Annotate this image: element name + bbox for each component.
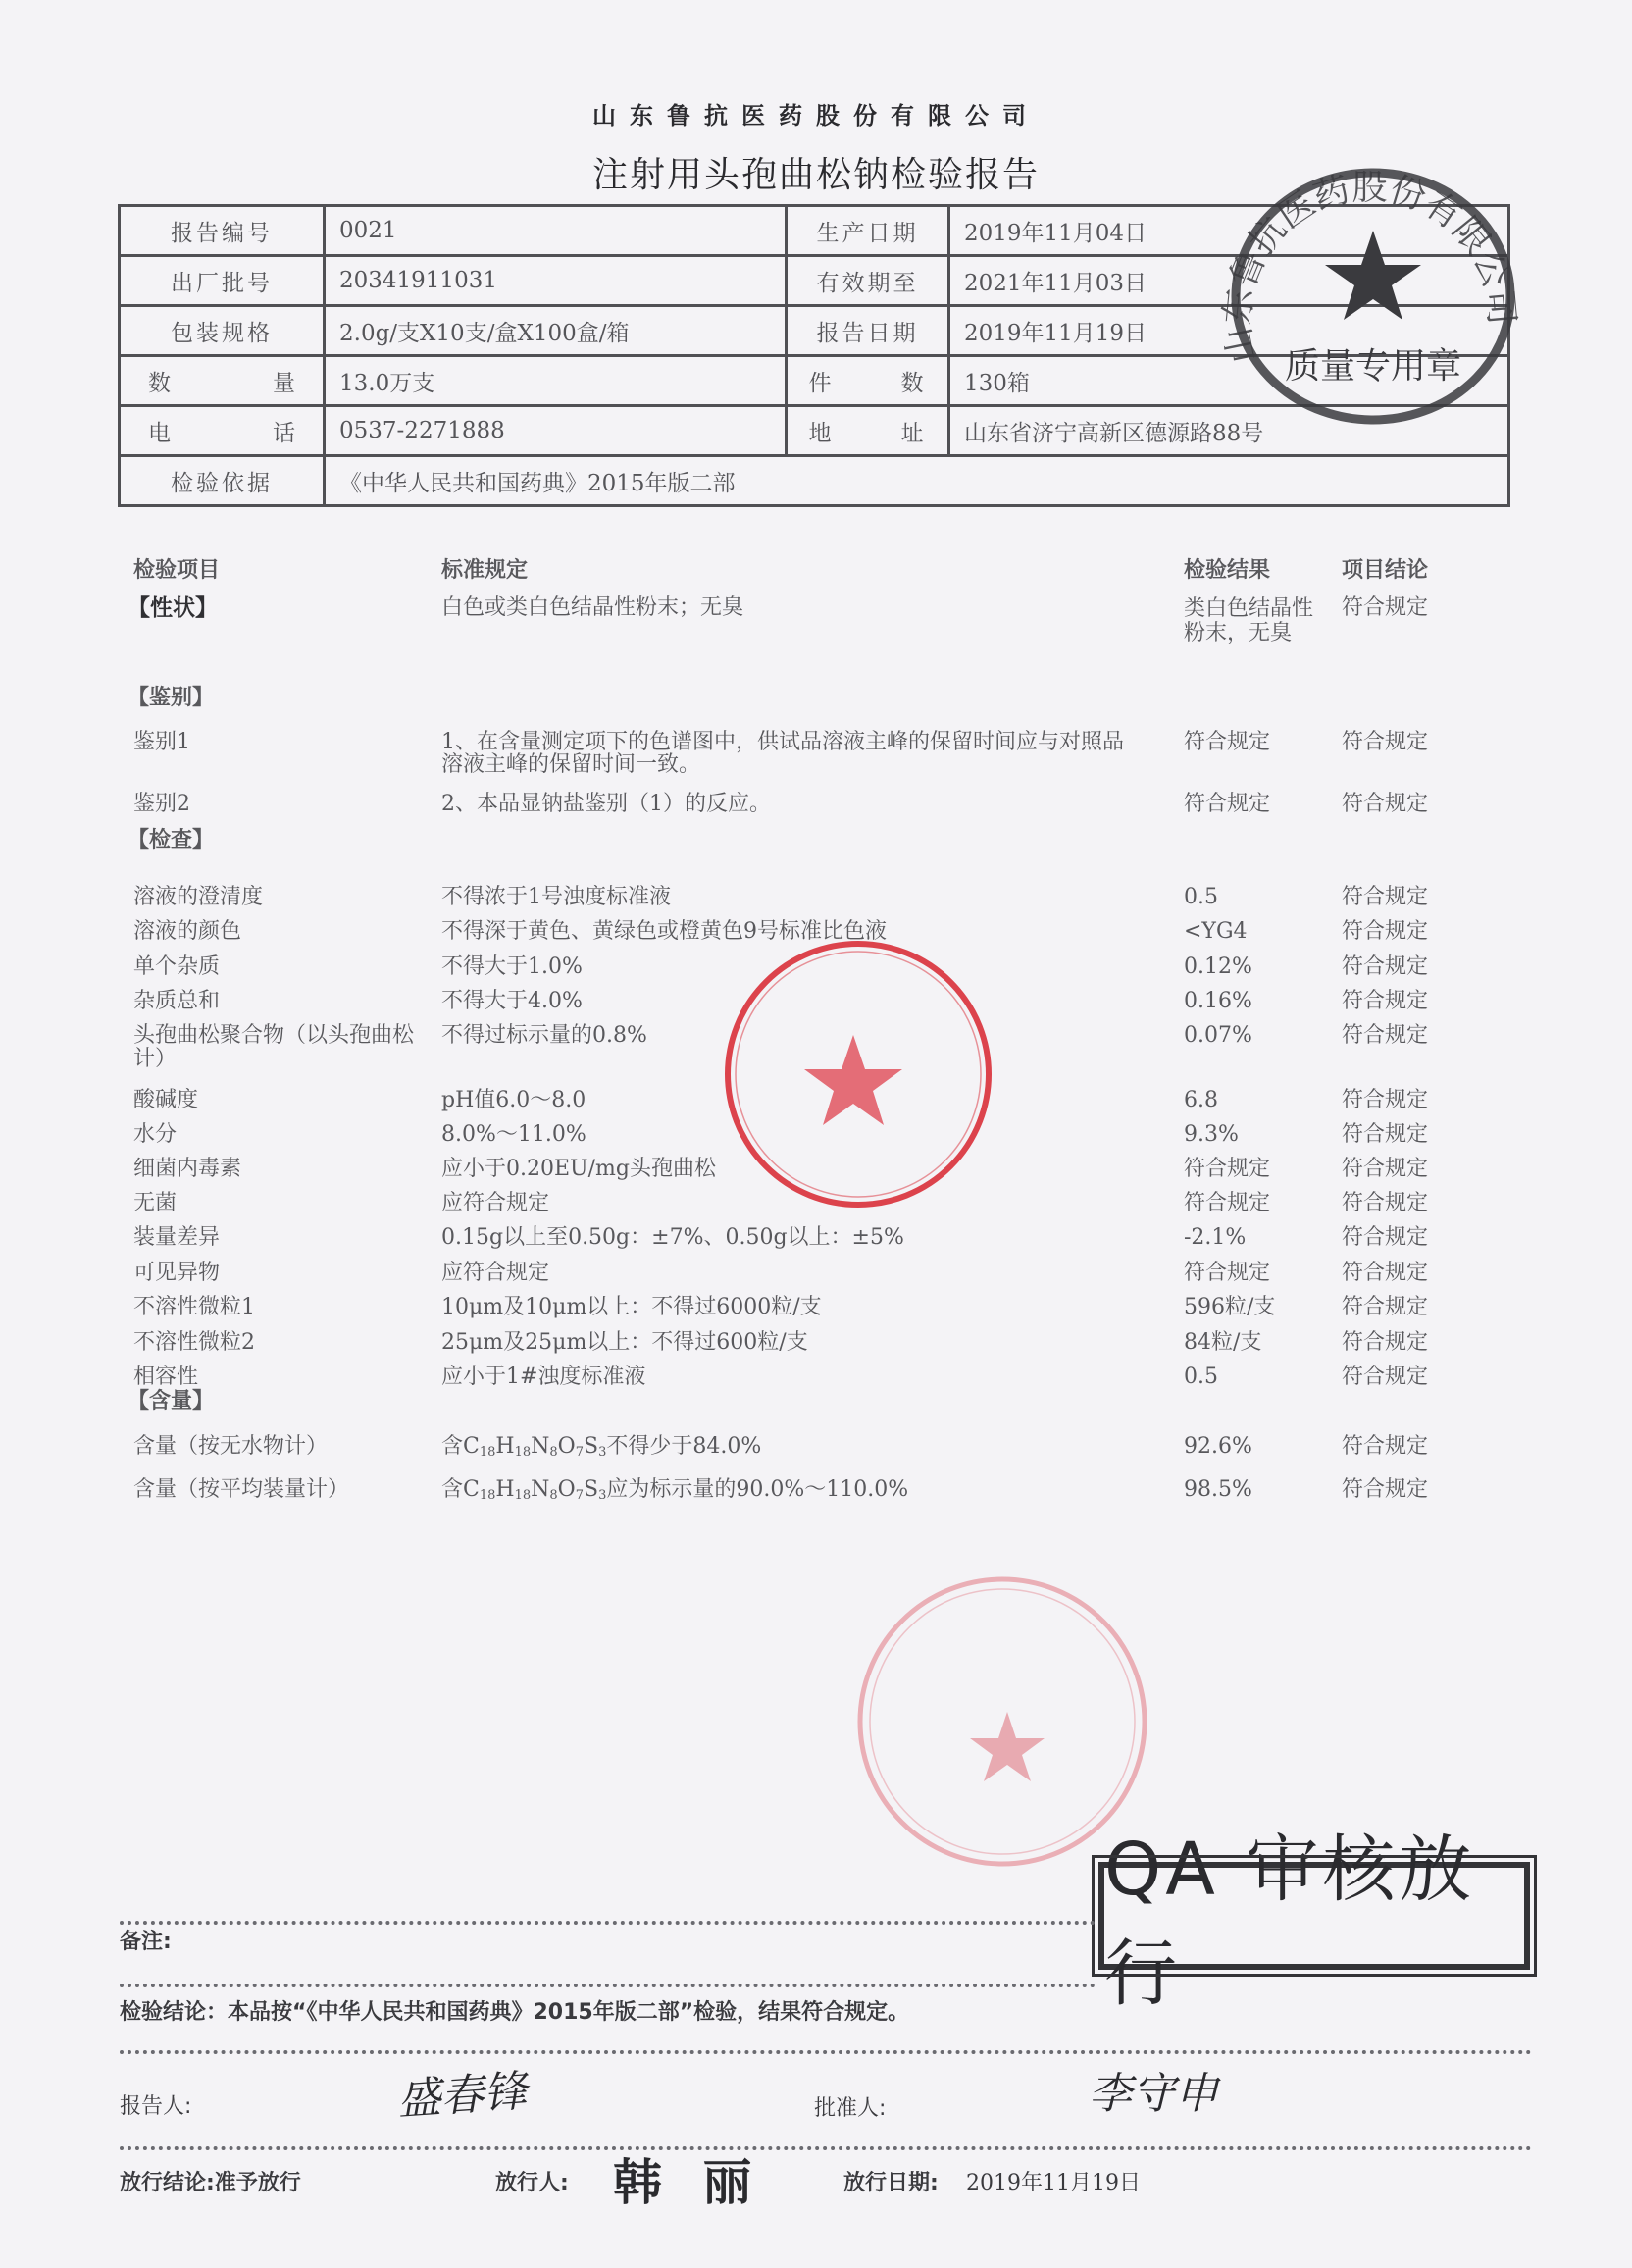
info-label (787, 356, 949, 406)
row-result: 596粒/支 (1184, 1295, 1276, 1319)
row-item: 细菌内毒素 (133, 1157, 242, 1181)
row-standard: 应符合规定 (441, 1191, 550, 1215)
formula-element: O (557, 1434, 576, 1459)
row-conclusion: 符合规定 (1342, 595, 1429, 620)
row-result: 符合规定 (1184, 1261, 1271, 1285)
row-standard (441, 1435, 1148, 1465)
star-icon (970, 1712, 1045, 1781)
row-item: 溶液的澄清度 (133, 885, 264, 909)
company-name: 山东鲁抗医药股份有限公司 (592, 102, 1040, 129)
row-result: 0.5 (1184, 885, 1218, 909)
approver-label: 批准人: (814, 2096, 887, 2121)
row-result: -2.1% (1184, 1225, 1247, 1250)
row-conclusion: 符合规定 (1342, 1295, 1429, 1319)
info-label: 检验依据 (120, 456, 325, 506)
row-standard: 不得大于1.0% (441, 954, 583, 979)
row-result: 0.07% (1184, 1023, 1252, 1048)
row-item: 水分 (133, 1122, 178, 1147)
star-icon (1325, 231, 1421, 320)
report-number: 0021 (325, 206, 787, 256)
row-result: 符合规定 (1184, 1157, 1271, 1181)
row-item: 鉴别1 (133, 730, 190, 754)
formula-element: C (463, 1434, 480, 1459)
formula-element: N (531, 1434, 550, 1459)
row-item: 头孢曲松聚合物（以头孢曲松计） (133, 1023, 415, 1071)
package-spec: 2.0g/支X10支/盒X100盒/箱 (325, 306, 787, 356)
row-conclusion: 符合规定 (1342, 1225, 1429, 1250)
address: 山东省济宁高新区德源路88号 (949, 406, 1509, 456)
section-tests: 【检查】 (128, 828, 215, 852)
row-item: 酸碱度 (133, 1088, 199, 1112)
section-identification: 【鉴别】 (128, 686, 215, 710)
row-result: 0.16% (1184, 989, 1252, 1013)
quantity: 13.0万支 (325, 356, 787, 406)
formula-subscript: 7 (575, 1488, 584, 1503)
row-result: <YG4 (1184, 919, 1248, 944)
info-label: 包装规格 (120, 306, 325, 356)
test-basis: 《中华人民共和国药典》2015年版二部 (325, 456, 1509, 506)
chemical-formula (463, 1434, 606, 1459)
row-conclusion: 符合规定 (1342, 919, 1429, 944)
releaser-signature: 韩 丽 (613, 2153, 764, 2211)
info-label: 报告编号 (120, 206, 325, 256)
row-conclusion: 符合规定 (1342, 792, 1429, 816)
pieces: 130箱 (949, 356, 1509, 406)
row-result: 6.8 (1184, 1088, 1218, 1112)
info-label: 生产日期 (787, 206, 949, 256)
formula-subscript: 8 (549, 1445, 558, 1460)
expiry-date: 2021年11月03日 (949, 256, 1509, 306)
row-item: 可见异物 (133, 1261, 221, 1285)
pieces-label: 件 数 (808, 370, 927, 396)
row-standard: 0.15g以上至0.50g：±7%、0.50g以上：±5% (441, 1225, 904, 1250)
row-conclusion: 符合规定 (1342, 1157, 1429, 1181)
chemical-formula (463, 1477, 606, 1502)
approver-signature: 李守申 (1089, 2069, 1218, 2119)
row-conclusion: 符合规定 (1342, 1330, 1429, 1355)
row-standard: 应小于1#浊度标准液 (441, 1365, 646, 1389)
row-result: 类白色结晶性粉末，无臭 (1184, 596, 1314, 645)
row-standard: 不得大于4.0% (441, 989, 583, 1013)
formula-element: O (557, 1477, 576, 1502)
row-standard: pH值6.0～8.0 (441, 1088, 586, 1112)
info-label: 有效期至 (787, 256, 949, 306)
production-date: 2019年11月04日 (949, 206, 1509, 256)
row-item: 单个杂质 (133, 954, 221, 979)
info-label (787, 406, 949, 456)
row-standard: 8.0%～11.0% (441, 1122, 586, 1147)
header-item: 检验项目 (133, 558, 221, 583)
standard-prefix: 含 (441, 1477, 464, 1502)
divider (120, 1984, 1096, 1987)
formula-subscript: 8 (549, 1488, 558, 1503)
row-item: 不溶性微粒2 (133, 1330, 255, 1355)
reporter-signature: 盛春锋 (395, 2066, 529, 2126)
formula-subscript: 18 (514, 1445, 532, 1460)
info-row (120, 456, 1509, 506)
row-item: 装量差异 (133, 1225, 221, 1250)
info-label: 出厂批号 (120, 256, 325, 306)
row-result: 符合规定 (1184, 792, 1271, 816)
quantity-label: 数 量 (148, 370, 295, 396)
red-seal (711, 927, 1005, 1221)
formula-element: H (495, 1434, 515, 1459)
releaser-label: 放行人: (495, 2171, 569, 2195)
row-item: 杂质总和 (133, 989, 221, 1013)
row-item: 无菌 (133, 1191, 178, 1215)
formula-element: S (584, 1434, 599, 1459)
row-standard: 应符合规定 (441, 1261, 550, 1285)
remarks-label: 备注: (120, 1930, 172, 1954)
row-result: 84粒/支 (1184, 1330, 1262, 1355)
row-item: 含量（按平均装量计） (133, 1477, 350, 1502)
row-conclusion: 符合规定 (1342, 1122, 1429, 1147)
report-title: 注射用头孢曲松钠检验报告 (591, 155, 1040, 195)
row-conclusion: 符合规定 (1342, 730, 1429, 754)
release-conclusion: 放行结论:准予放行 (120, 2171, 301, 2195)
info-label: 报告日期 (787, 306, 949, 356)
row-standard: 2、本品显钠盐鉴别（1）的反应。 (441, 792, 771, 816)
section-character: 【性状】 (128, 595, 218, 621)
standard-suffix: 应为标示量的90.0%～110.0% (606, 1477, 909, 1502)
row-result: 9.3% (1184, 1122, 1239, 1147)
standard-suffix: 不得少于84.0% (606, 1434, 762, 1459)
header-conclusion: 项目结论 (1342, 558, 1429, 583)
divider (120, 1921, 1096, 1925)
reporter-label: 报告人: (120, 2094, 192, 2119)
header-standard: 标准规定 (441, 558, 529, 583)
divider (120, 2146, 1532, 2150)
phone-label: 电 话 (148, 420, 295, 446)
row-conclusion: 符合规定 (1342, 1088, 1429, 1112)
row-standard: 10μm及10μm以上：不得过6000粒/支 (441, 1295, 822, 1319)
quality-seal (1216, 157, 1530, 441)
divider (120, 2050, 1532, 2054)
row-result: 98.5% (1184, 1477, 1252, 1502)
release-date-label: 放行日期: (843, 2171, 939, 2195)
formula-element: N (531, 1477, 550, 1502)
row-conclusion: 符合规定 (1342, 885, 1429, 909)
release-date: 2019年11月19日 (966, 2171, 1141, 2195)
formula-subscript: 18 (479, 1445, 496, 1460)
row-conclusion: 符合规定 (1342, 1477, 1429, 1502)
section-assay: 【含量】 (128, 1389, 215, 1414)
row-result: 0.12% (1184, 954, 1252, 979)
row-conclusion: 符合规定 (1342, 989, 1429, 1013)
batch-number: 20341911031 (325, 256, 787, 306)
row-standard: 白色或类白色结晶性粉末；无臭 (441, 595, 744, 620)
row-item: 含量（按无水物计） (133, 1434, 329, 1459)
row-conclusion: 符合规定 (1342, 1191, 1429, 1215)
row-conclusion: 符合规定 (1342, 1261, 1429, 1285)
formula-element: S (584, 1477, 599, 1502)
info-label (120, 406, 325, 456)
formula-subscript: 18 (479, 1488, 496, 1503)
row-standard: 25μm及25μm以上：不得过600粒/支 (441, 1330, 808, 1355)
qa-release-stamp: QA 审核放行 (1098, 1862, 1530, 1970)
seal-ring-text: 山东鲁抗医药股份有限公司 (1217, 168, 1522, 367)
phone: 0537-2271888 (325, 406, 787, 456)
row-result: 符合规定 (1184, 1191, 1271, 1215)
row-conclusion: 符合规定 (1342, 1434, 1429, 1459)
info-label (120, 356, 325, 406)
row-standard (441, 1478, 1148, 1508)
row-standard: 不得深于黄色、黄绿色或橙黄色9号标准比色液 (441, 919, 887, 944)
row-result: 0.5 (1184, 1365, 1218, 1389)
row-item: 溶液的颜色 (133, 919, 242, 944)
row-item: 相容性 (133, 1365, 199, 1389)
row-item: 不溶性微粒1 (133, 1295, 255, 1319)
row-standard: 1、在含量测定项下的色谱图中，供试品溶液主峰的保留时间应与对照品溶液主峰的保留时间一致。 (441, 730, 1124, 777)
report-date: 2019年11月19日 (949, 306, 1509, 356)
address-label: 地 址 (808, 420, 927, 446)
row-standard: 不得浓于1号浊度标准液 (441, 885, 671, 909)
formula-subscript: 3 (598, 1488, 607, 1503)
row-conclusion: 符合规定 (1342, 1365, 1429, 1389)
seal-center-text: 质量专用章 (1284, 346, 1462, 387)
row-item: 鉴别2 (133, 792, 190, 816)
formula-subscript: 18 (514, 1488, 532, 1503)
test-conclusion: 检验结论：本品按“《中华人民共和国药典》2015年版二部”检验，结果符合规定。 (120, 2000, 910, 2025)
standard-prefix: 含 (441, 1434, 464, 1459)
formula-subscript: 7 (575, 1445, 584, 1460)
formula-subscript: 3 (598, 1445, 607, 1460)
row-result: 符合规定 (1184, 730, 1271, 754)
row-standard: 不得过标示量的0.8% (441, 1023, 647, 1048)
header-result: 检验结果 (1184, 558, 1271, 583)
row-conclusion: 符合规定 (1342, 954, 1429, 979)
row-conclusion: 符合规定 (1342, 1023, 1429, 1048)
row-standard: 应小于0.20EU/mg头孢曲松 (441, 1157, 716, 1181)
row-result: 92.6% (1184, 1434, 1252, 1459)
formula-element: C (463, 1477, 480, 1502)
formula-element: H (495, 1477, 515, 1502)
star-icon (804, 1035, 902, 1125)
